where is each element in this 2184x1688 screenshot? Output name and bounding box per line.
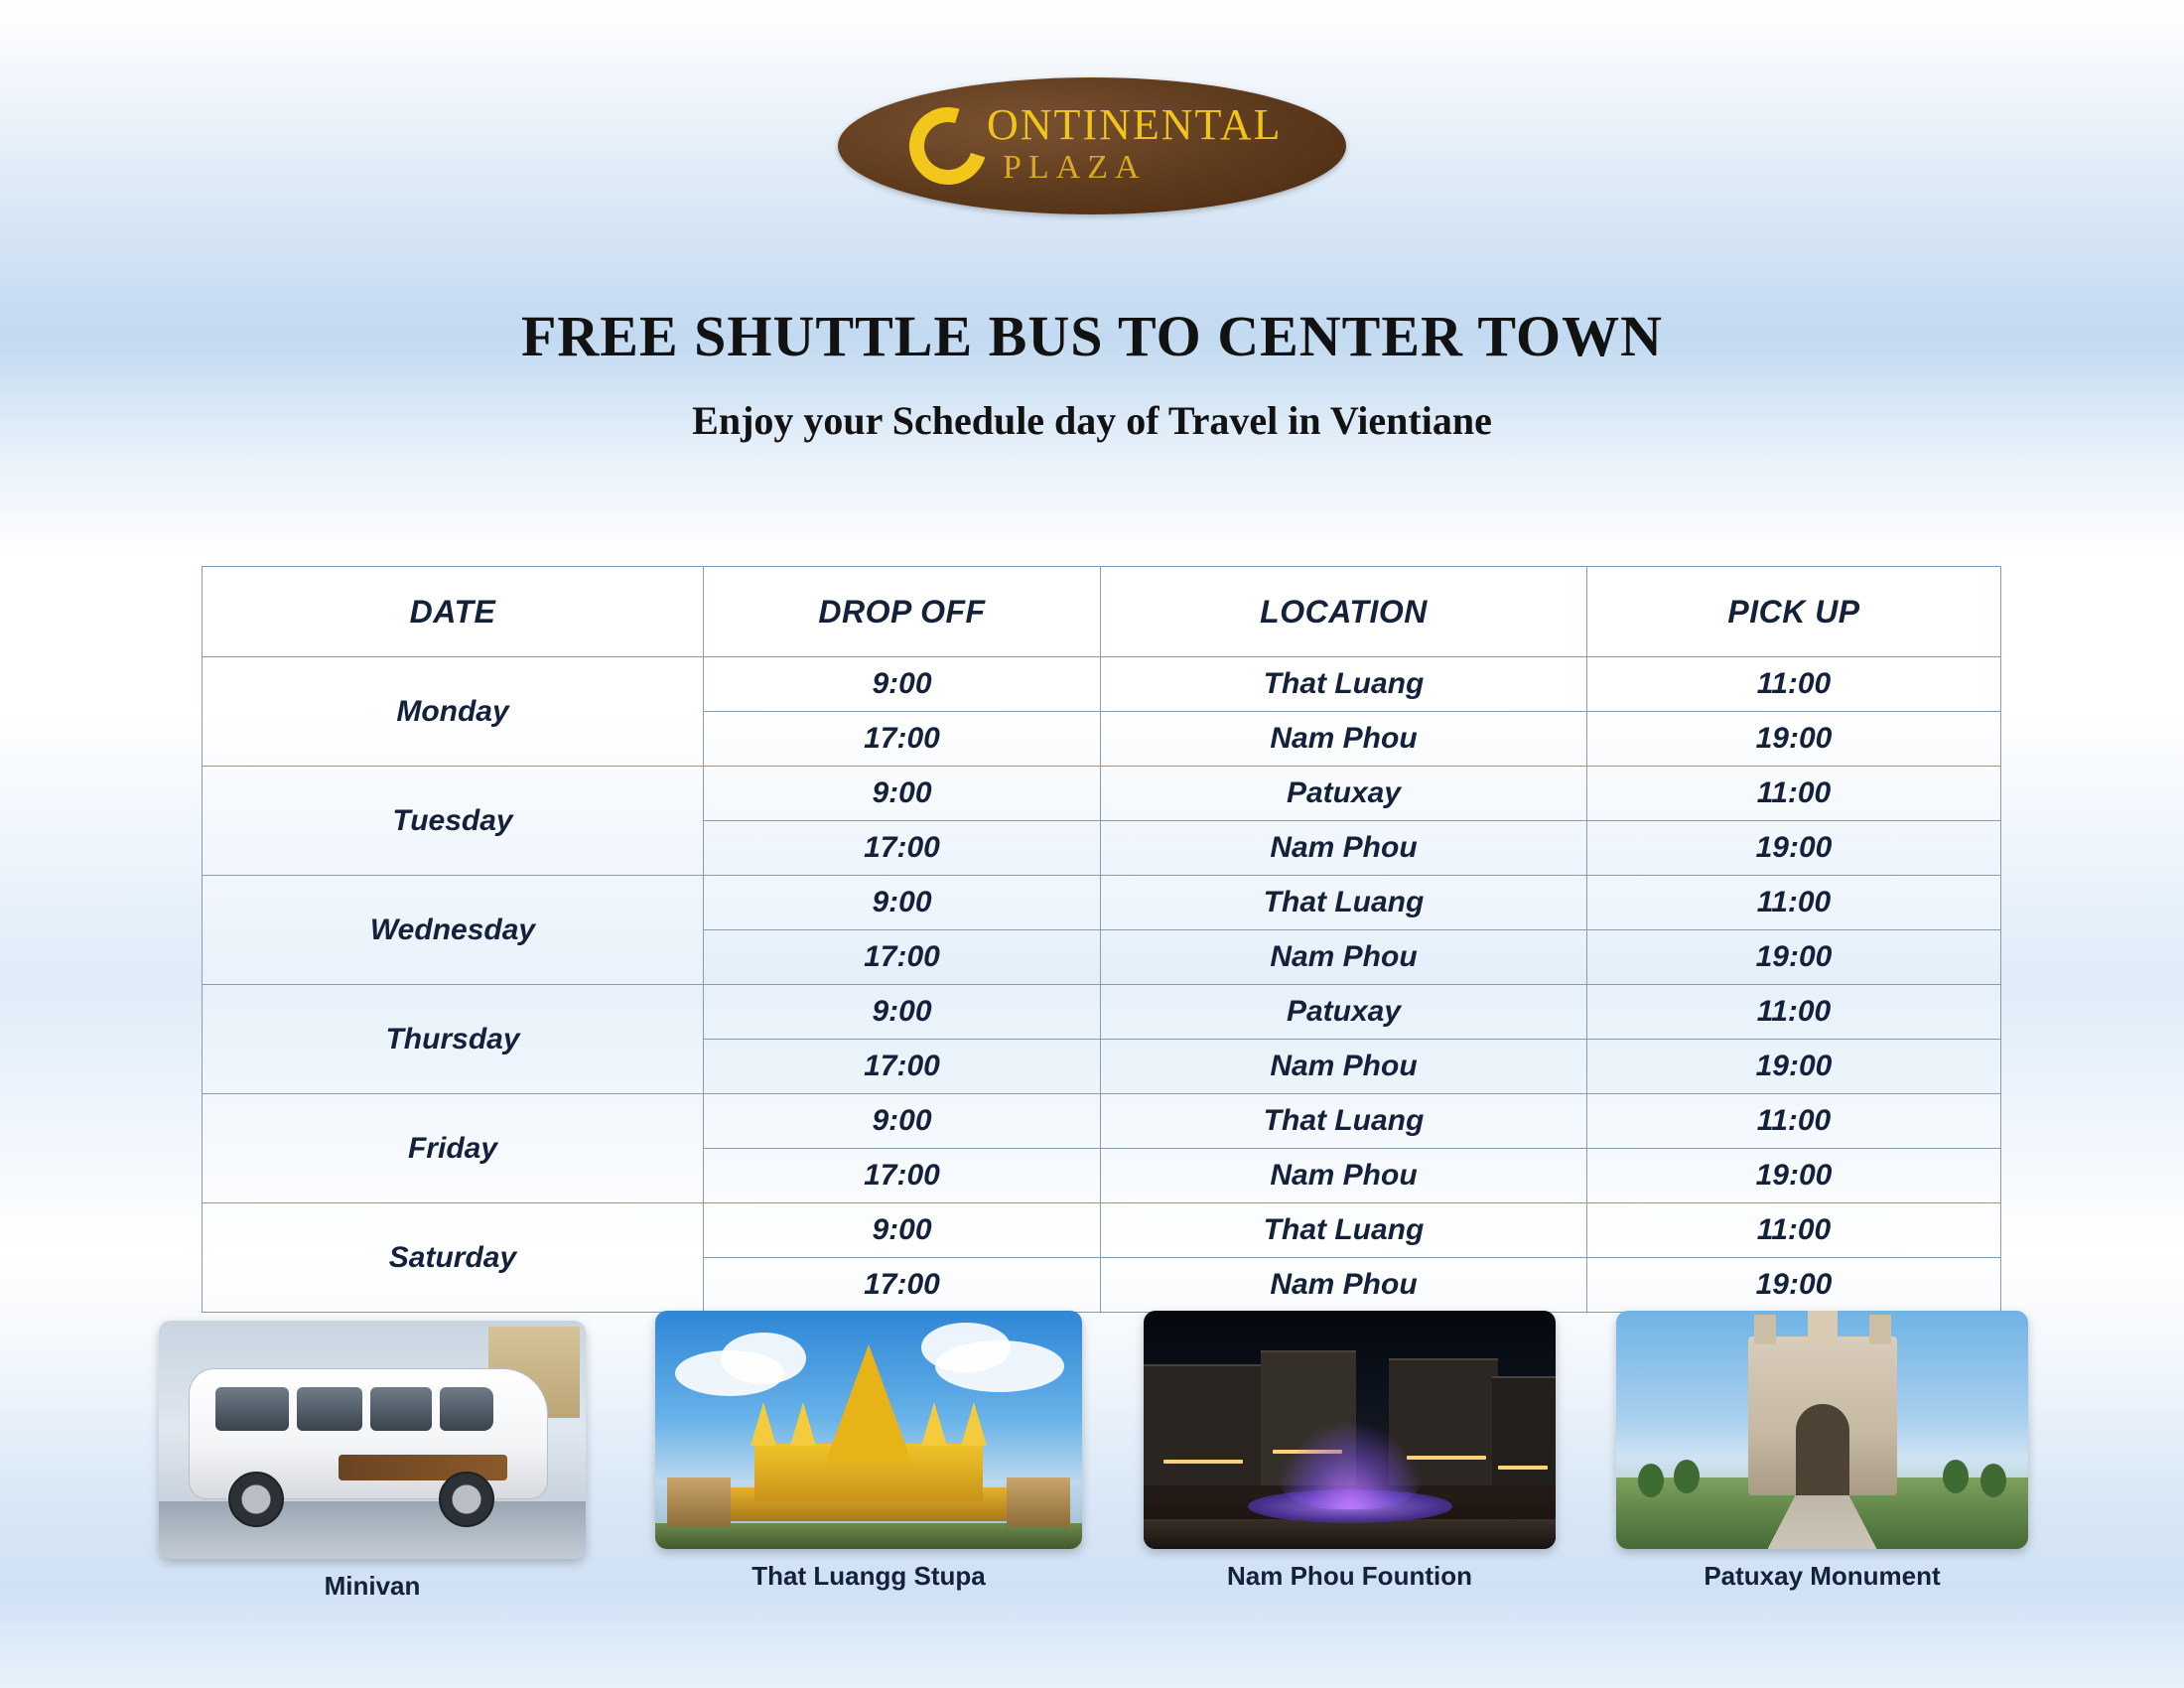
location-name: Patuxay (1101, 985, 1587, 1040)
street (1144, 1519, 1556, 1549)
column-header-date: DATE (203, 567, 704, 657)
gallery-item (655, 1311, 1082, 1592)
pick-up-time: 19:00 (1587, 712, 2001, 767)
location-name: Nam Phou (1101, 821, 1587, 876)
location-name: That Luang (1101, 1203, 1587, 1258)
arch-opening (1796, 1404, 1849, 1495)
pick-up-time: 11:00 (1587, 657, 2001, 712)
photo-caption: Minivan (324, 1571, 421, 1601)
logo-sub-text: PLAZA (1003, 149, 1147, 186)
arch-tower (1754, 1315, 1776, 1344)
pick-up-time: 11:00 (1587, 985, 2001, 1040)
gallery-item (1144, 1311, 1556, 1592)
arch-tower (1869, 1315, 1891, 1344)
schedule-table (202, 566, 2001, 1313)
drop-off-time: 17:00 (704, 1149, 1101, 1203)
street-light (1163, 1460, 1243, 1464)
fountain-jets (1276, 1422, 1425, 1509)
night-building (1144, 1364, 1263, 1485)
drop-off-time: 9:00 (704, 1203, 1101, 1258)
nam-phou-fountain-photo (1144, 1311, 1556, 1549)
arch-tower (1808, 1311, 1838, 1344)
van-window (297, 1387, 362, 1431)
pick-up-time: 19:00 (1587, 1149, 2001, 1203)
pick-up-time: 11:00 (1587, 1203, 2001, 1258)
table-row (203, 1094, 2001, 1149)
day-label: Friday (203, 1094, 704, 1203)
logo-main-text: ONTINENTAL (987, 100, 1283, 149)
page-title: FREE SHUTTLE BUS TO CENTER TOWN (520, 304, 1664, 368)
tree (1674, 1460, 1700, 1493)
location-name: Nam Phou (1101, 930, 1587, 985)
page-subtitle: Enjoy your Schedule day of Travel in Vientiane (692, 398, 1492, 443)
stupa-spire (961, 1402, 987, 1446)
gallery-item (1616, 1311, 2028, 1592)
tree (1943, 1460, 1969, 1493)
pick-up-time: 11:00 (1587, 1094, 2001, 1149)
location-name: Nam Phou (1101, 1258, 1587, 1313)
drop-off-time: 17:00 (704, 821, 1101, 876)
location-name: Nam Phou (1101, 712, 1587, 767)
pick-up-time: 19:00 (1587, 1258, 2001, 1313)
day-label: Saturday (203, 1203, 704, 1313)
location-name: Nam Phou (1101, 1149, 1587, 1203)
drop-off-time: 17:00 (704, 712, 1101, 767)
location-name: Nam Phou (1101, 1040, 1587, 1094)
drop-off-time: 9:00 (704, 1094, 1101, 1149)
table-header-row (203, 567, 2001, 657)
van-window (370, 1387, 432, 1431)
pick-up-time: 19:00 (1587, 930, 2001, 985)
drop-off-time: 9:00 (704, 657, 1101, 712)
tree (1980, 1464, 2006, 1497)
stupa-spire (790, 1402, 816, 1446)
continental-c-icon (895, 93, 1000, 198)
van-window (440, 1387, 493, 1431)
drop-off-time: 9:00 (704, 876, 1101, 930)
column-header-location: LOCATION (1101, 567, 1587, 657)
stupa-spire-main (825, 1344, 912, 1464)
column-header-pick-up: PICK UP (1587, 567, 2001, 657)
table-body (203, 657, 2001, 1313)
that-luang-stupa-photo (655, 1311, 1082, 1549)
photo-gallery (0, 1321, 2184, 1638)
drop-off-time: 17:00 (704, 1258, 1101, 1313)
van-wheel (228, 1472, 284, 1527)
pick-up-time: 11:00 (1587, 767, 2001, 821)
ground (159, 1501, 586, 1559)
table-row (203, 985, 2001, 1040)
table-row (203, 767, 2001, 821)
patuxay-arch (1748, 1336, 1897, 1495)
logo-ellipse (838, 77, 1346, 214)
street-light (1498, 1466, 1548, 1470)
van-wheel (439, 1472, 494, 1527)
minivan-photo (159, 1321, 586, 1559)
location-name: That Luang (1101, 876, 1587, 930)
pick-up-time: 11:00 (1587, 876, 2001, 930)
patuxay-monument-photo (1616, 1311, 2028, 1549)
location-name: Patuxay (1101, 767, 1587, 821)
schedule-table-wrapper (202, 566, 2000, 1313)
pavilion (1007, 1477, 1070, 1527)
column-header-drop-off: DROP OFF (704, 567, 1101, 657)
photo-caption: Patuxay Monument (1704, 1561, 1941, 1591)
stupa-spire (751, 1402, 776, 1446)
drop-off-time: 9:00 (704, 985, 1101, 1040)
drop-off-time: 9:00 (704, 767, 1101, 821)
brand-logo (0, 77, 2184, 214)
table-row (203, 657, 2001, 712)
van-window (215, 1387, 289, 1431)
photo-caption: That Luangg Stupa (751, 1561, 986, 1591)
drop-off-time: 17:00 (704, 930, 1101, 985)
logo-text-block (987, 100, 1283, 186)
photo-caption: Nam Phou Fountion (1227, 1561, 1472, 1591)
pavilion (667, 1477, 731, 1527)
location-name: That Luang (1101, 1094, 1587, 1149)
day-label: Monday (203, 657, 704, 767)
day-label: Thursday (203, 985, 704, 1094)
table-header (203, 567, 2001, 657)
cloud (921, 1323, 1011, 1372)
table-row (203, 1203, 2001, 1258)
day-label: Wednesday (203, 876, 704, 985)
table-row (203, 876, 2001, 930)
tree (1638, 1464, 1664, 1497)
location-name: That Luang (1101, 657, 1587, 712)
day-label: Tuesday (203, 767, 704, 876)
gallery-item (159, 1321, 586, 1602)
pick-up-time: 19:00 (1587, 821, 2001, 876)
cloud (721, 1333, 806, 1384)
stupa-spire (921, 1402, 947, 1446)
pick-up-time: 19:00 (1587, 1040, 2001, 1094)
drop-off-time: 17:00 (704, 1040, 1101, 1094)
